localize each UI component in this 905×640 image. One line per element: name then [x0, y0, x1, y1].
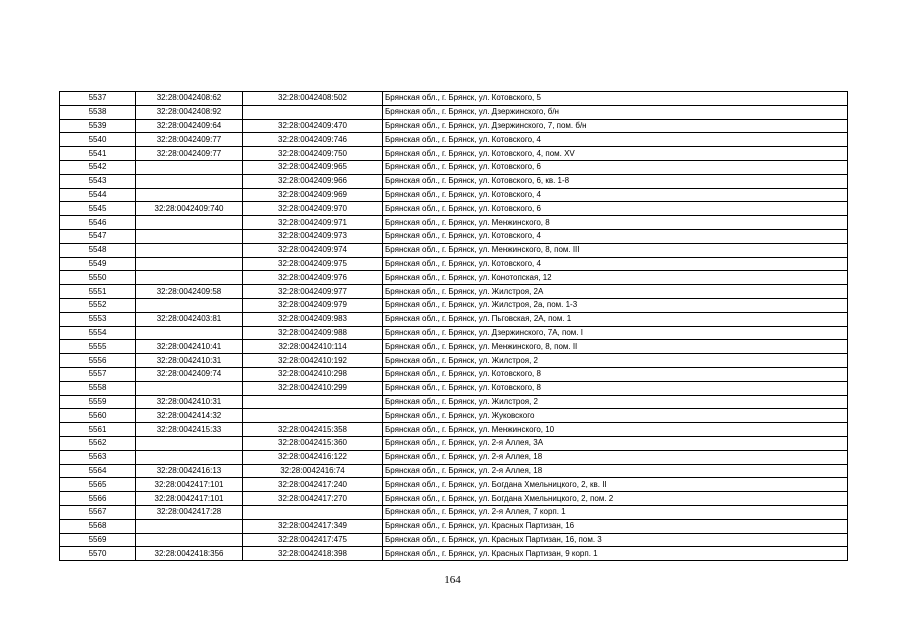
address-cell: Брянская обл., г. Брянск, ул. Жуковского	[383, 409, 848, 423]
row-number-cell: 5560	[60, 409, 136, 423]
row-number-cell: 5546	[60, 216, 136, 230]
row-number-cell: 5569	[60, 533, 136, 547]
building-cadastral-number-cell: 32:28:0042417:240	[243, 478, 383, 492]
building-cadastral-number-cell: 32:28:0042410:192	[243, 354, 383, 368]
table-row	[60, 423, 848, 437]
parcel-cadastral-number-cell	[136, 450, 243, 464]
table-row	[60, 147, 848, 161]
parcel-cadastral-number-cell: 32:28:0042416:13	[136, 464, 243, 478]
address-cell: Брянская обл., г. Брянск, ул. 2-я Аллея, 18	[383, 450, 848, 464]
building-cadastral-number-cell: 32:28:0042409:975	[243, 257, 383, 271]
row-number-cell: 5570	[60, 547, 136, 561]
parcel-cadastral-number-cell	[136, 326, 243, 340]
address-cell: Брянская обл., г. Брянск, ул. Конотопская, 12	[383, 271, 848, 285]
address-cell: Брянская обл., г. Брянск, ул. Богдана Хмельницкого, 2, кв. II	[383, 478, 848, 492]
address-cell: Брянская обл., г. Брянск, ул. Жилстроя, 2	[383, 354, 848, 368]
parcel-cadastral-number-cell: 32:28:0042414:32	[136, 409, 243, 423]
row-number-cell: 5557	[60, 367, 136, 381]
address-cell: Брянская обл., г. Брянск, ул. Котовского, 4, пом. XV	[383, 147, 848, 161]
parcel-cadastral-number-cell: 32:28:0042418:356	[136, 547, 243, 561]
address-cell: Брянская обл., г. Брянск, ул. Дзержинского, 7, пом. б/н	[383, 119, 848, 133]
row-number-cell: 5568	[60, 519, 136, 533]
building-cadastral-number-cell: 32:28:0042409:983	[243, 312, 383, 326]
address-cell: Брянская обл., г. Брянск, ул. Красных Партизан, 16, пом. 3	[383, 533, 848, 547]
building-cadastral-number-cell: 32:28:0042409:966	[243, 174, 383, 188]
table-row	[60, 271, 848, 285]
row-number-cell: 5561	[60, 423, 136, 437]
parcel-cadastral-number-cell	[136, 188, 243, 202]
address-cell: Брянская обл., г. Брянск, ул. 2-я Аллея, 7 корп. 1	[383, 505, 848, 519]
address-cell: Брянская обл., г. Брянск, ул. Котовского, 4	[383, 133, 848, 147]
row-number-cell: 5542	[60, 160, 136, 174]
address-cell: Брянская обл., г. Брянск, ул. Менжинского, 8, пом. III	[383, 243, 848, 257]
building-cadastral-number-cell: 32:28:0042409:970	[243, 202, 383, 216]
row-number-cell: 5552	[60, 298, 136, 312]
table-row	[60, 464, 848, 478]
row-number-cell: 5549	[60, 257, 136, 271]
table-row	[60, 243, 848, 257]
building-cadastral-number-cell: 32:28:0042410:114	[243, 340, 383, 354]
parcel-cadastral-number-cell: 32:28:0042409:64	[136, 119, 243, 133]
row-number-cell: 5554	[60, 326, 136, 340]
table-row	[60, 436, 848, 450]
row-number-cell: 5553	[60, 312, 136, 326]
property-registry-table	[59, 91, 848, 561]
row-number-cell: 5564	[60, 464, 136, 478]
address-cell: Брянская обл., г. Брянск, ул. Дзержинского, 7А, пом. I	[383, 326, 848, 340]
building-cadastral-number-cell: 32:28:0042409:965	[243, 160, 383, 174]
table-row	[60, 478, 848, 492]
address-cell: Брянская обл., г. Брянск, ул. Менжинского, 8, пом. II	[383, 340, 848, 354]
address-cell: Брянская обл., г. Брянск, ул. Котовского, 6	[383, 202, 848, 216]
parcel-cadastral-number-cell	[136, 229, 243, 243]
table-row	[60, 298, 848, 312]
row-number-cell: 5548	[60, 243, 136, 257]
address-cell: Брянская обл., г. Брянск, ул. Котовского, 8	[383, 367, 848, 381]
parcel-cadastral-number-cell: 32:28:0042409:77	[136, 133, 243, 147]
parcel-cadastral-number-cell	[136, 271, 243, 285]
building-cadastral-number-cell: 32:28:0042408:502	[243, 92, 383, 106]
building-cadastral-number-cell: 32:28:0042409:973	[243, 229, 383, 243]
parcel-cadastral-number-cell: 32:28:0042417:101	[136, 478, 243, 492]
row-number-cell: 5538	[60, 105, 136, 119]
table-row	[60, 312, 848, 326]
building-cadastral-number-cell: 32:28:0042417:270	[243, 492, 383, 506]
building-cadastral-number-cell: 32:28:0042409:976	[243, 271, 383, 285]
row-number-cell: 5540	[60, 133, 136, 147]
building-cadastral-number-cell: 32:28:0042409:746	[243, 133, 383, 147]
row-number-cell: 5550	[60, 271, 136, 285]
address-cell: Брянская обл., г. Брянск, ул. Богдана Хмельницкого, 2, пом. 2	[383, 492, 848, 506]
parcel-cadastral-number-cell	[136, 160, 243, 174]
building-cadastral-number-cell: 32:28:0042415:360	[243, 436, 383, 450]
table-row	[60, 367, 848, 381]
parcel-cadastral-number-cell: 32:28:0042409:74	[136, 367, 243, 381]
row-number-cell: 5545	[60, 202, 136, 216]
table-row	[60, 229, 848, 243]
address-cell: Брянская обл., г. Брянск, ул. Менжинского, 10	[383, 423, 848, 437]
row-number-cell: 5562	[60, 436, 136, 450]
row-number-cell: 5555	[60, 340, 136, 354]
building-cadastral-number-cell: 32:28:0042418:398	[243, 547, 383, 561]
address-cell: Брянская обл., г. Брянск, ул. Котовского, 4	[383, 188, 848, 202]
row-number-cell: 5543	[60, 174, 136, 188]
table-row	[60, 202, 848, 216]
address-cell: Брянская обл., г. Брянск, ул. Жилстроя, 2а, пом. 1-3	[383, 298, 848, 312]
table-row	[60, 505, 848, 519]
address-cell: Брянская обл., г. Брянск, ул. Жилстроя, 2	[383, 395, 848, 409]
address-cell: Брянская обл., г. Брянск, ул. Пьговская, 2А, пом. 1	[383, 312, 848, 326]
parcel-cadastral-number-cell	[136, 298, 243, 312]
building-cadastral-number-cell: 32:28:0042409:969	[243, 188, 383, 202]
table-row	[60, 257, 848, 271]
address-cell: Брянская обл., г. Брянск, ул. Дзержинского, б/н	[383, 105, 848, 119]
parcel-cadastral-number-cell	[136, 216, 243, 230]
page-number: 164	[444, 574, 461, 586]
parcel-cadastral-number-cell: 32:28:0042409:740	[136, 202, 243, 216]
address-cell: Брянская обл., г. Брянск, ул. Котовского, 8	[383, 381, 848, 395]
parcel-cadastral-number-cell	[136, 381, 243, 395]
building-cadastral-number-cell: 32:28:0042409:988	[243, 326, 383, 340]
address-cell: Брянская обл., г. Брянск, ул. 2-я Аллея, 18	[383, 464, 848, 478]
address-cell: Брянская обл., г. Брянск, ул. Красных Партизан, 16	[383, 519, 848, 533]
table-row	[60, 174, 848, 188]
parcel-cadastral-number-cell	[136, 257, 243, 271]
parcel-cadastral-number-cell: 32:28:0042409:58	[136, 285, 243, 299]
row-number-cell: 5541	[60, 147, 136, 161]
parcel-cadastral-number-cell: 32:28:0042410:41	[136, 340, 243, 354]
building-cadastral-number-cell: 32:28:0042416:74	[243, 464, 383, 478]
table-row	[60, 160, 848, 174]
address-cell: Брянская обл., г. Брянск, ул. Котовского, 6, кв. 1-8	[383, 174, 848, 188]
building-cadastral-number-cell	[243, 505, 383, 519]
row-number-cell: 5537	[60, 92, 136, 106]
building-cadastral-number-cell: 32:28:0042409:974	[243, 243, 383, 257]
row-number-cell: 5565	[60, 478, 136, 492]
building-cadastral-number-cell	[243, 395, 383, 409]
row-number-cell: 5567	[60, 505, 136, 519]
building-cadastral-number-cell: 32:28:0042415:358	[243, 423, 383, 437]
parcel-cadastral-number-cell: 32:28:0042410:31	[136, 395, 243, 409]
building-cadastral-number-cell: 32:28:0042409:470	[243, 119, 383, 133]
table-row	[60, 119, 848, 133]
row-number-cell: 5539	[60, 119, 136, 133]
building-cadastral-number-cell: 32:28:0042409:971	[243, 216, 383, 230]
parcel-cadastral-number-cell: 32:28:0042417:101	[136, 492, 243, 506]
table-row	[60, 450, 848, 464]
table-row	[60, 547, 848, 561]
parcel-cadastral-number-cell: 32:28:0042408:92	[136, 105, 243, 119]
parcel-cadastral-number-cell	[136, 174, 243, 188]
parcel-cadastral-number-cell: 32:28:0042417:28	[136, 505, 243, 519]
address-cell: Брянская обл., г. Брянск, ул. Красных Партизан, 9 корп. 1	[383, 547, 848, 561]
building-cadastral-number-cell: 32:28:0042416:122	[243, 450, 383, 464]
table-body	[60, 92, 848, 561]
table-row	[60, 285, 848, 299]
building-cadastral-number-cell: 32:28:0042409:979	[243, 298, 383, 312]
building-cadastral-number-cell: 32:28:0042409:977	[243, 285, 383, 299]
parcel-cadastral-number-cell	[136, 519, 243, 533]
table-row	[60, 409, 848, 423]
row-number-cell: 5563	[60, 450, 136, 464]
parcel-cadastral-number-cell: 32:28:0042409:77	[136, 147, 243, 161]
address-cell: Брянская обл., г. Брянск, ул. Котовского, 5	[383, 92, 848, 106]
building-cadastral-number-cell: 32:28:0042409:750	[243, 147, 383, 161]
table-row	[60, 133, 848, 147]
parcel-cadastral-number-cell: 32:28:0042410:31	[136, 354, 243, 368]
building-cadastral-number-cell	[243, 105, 383, 119]
table-row	[60, 381, 848, 395]
table-row	[60, 533, 848, 547]
parcel-cadastral-number-cell	[136, 436, 243, 450]
table-row	[60, 216, 848, 230]
row-number-cell: 5566	[60, 492, 136, 506]
parcel-cadastral-number-cell	[136, 533, 243, 547]
parcel-cadastral-number-cell: 32:28:0042408:62	[136, 92, 243, 106]
address-cell: Брянская обл., г. Брянск, ул. Менжинского, 8	[383, 216, 848, 230]
table-row	[60, 519, 848, 533]
table-row	[60, 92, 848, 106]
row-number-cell: 5559	[60, 395, 136, 409]
table-row	[60, 492, 848, 506]
row-number-cell: 5558	[60, 381, 136, 395]
building-cadastral-number-cell: 32:28:0042410:299	[243, 381, 383, 395]
row-number-cell: 5544	[60, 188, 136, 202]
table-row	[60, 340, 848, 354]
table-row	[60, 395, 848, 409]
building-cadastral-number-cell: 32:28:0042417:475	[243, 533, 383, 547]
building-cadastral-number-cell: 32:28:0042417:349	[243, 519, 383, 533]
parcel-cadastral-number-cell: 32:28:0042415:33	[136, 423, 243, 437]
address-cell: Брянская обл., г. Брянск, ул. Котовского, 6	[383, 160, 848, 174]
address-cell: Брянская обл., г. Брянск, ул. Котовского, 4	[383, 257, 848, 271]
table-row	[60, 105, 848, 119]
row-number-cell: 5556	[60, 354, 136, 368]
row-number-cell: 5551	[60, 285, 136, 299]
building-cadastral-number-cell	[243, 409, 383, 423]
table-row	[60, 326, 848, 340]
row-number-cell: 5547	[60, 229, 136, 243]
address-cell: Брянская обл., г. Брянск, ул. Котовского, 4	[383, 229, 848, 243]
building-cadastral-number-cell: 32:28:0042410:298	[243, 367, 383, 381]
address-cell: Брянская обл., г. Брянск, ул. Жилстроя, 2А	[383, 285, 848, 299]
table-row	[60, 354, 848, 368]
table-row	[60, 188, 848, 202]
parcel-cadastral-number-cell	[136, 243, 243, 257]
parcel-cadastral-number-cell: 32:28:0042403:81	[136, 312, 243, 326]
address-cell: Брянская обл., г. Брянск, ул. 2-я Аллея, 3А	[383, 436, 848, 450]
